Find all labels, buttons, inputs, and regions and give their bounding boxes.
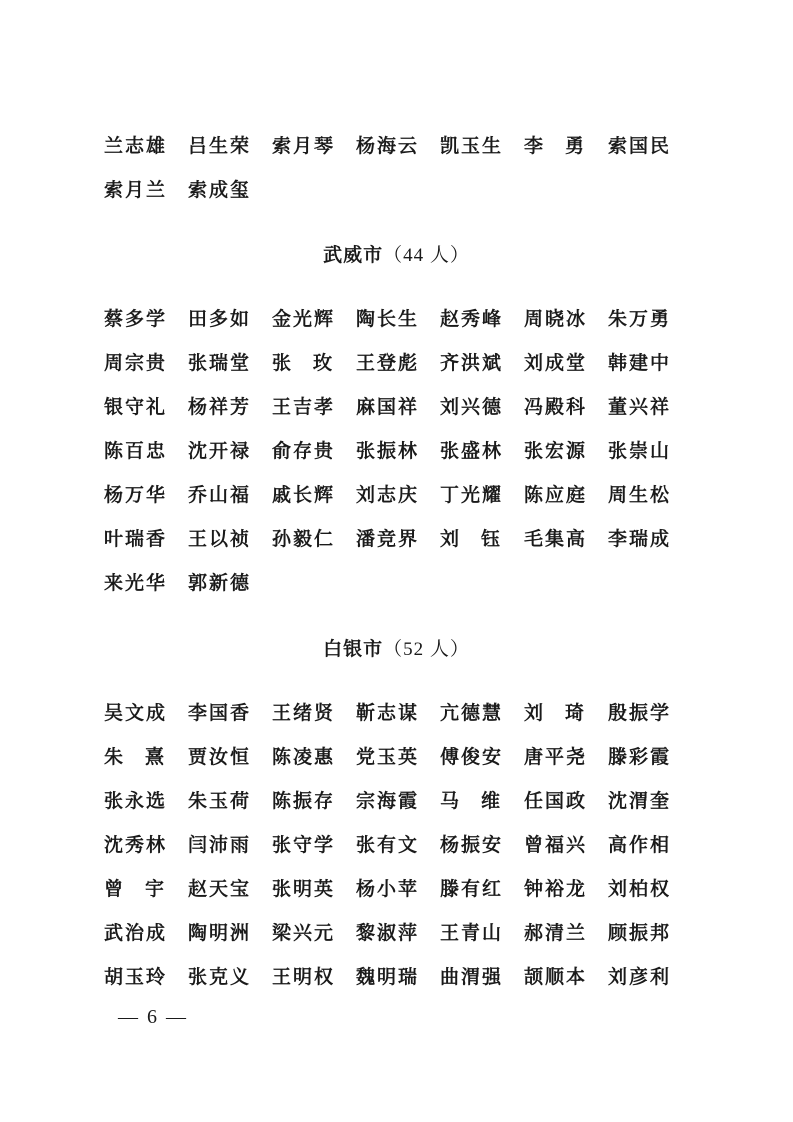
person-count: （44 人） [383, 245, 470, 266]
person-name: 毛集高 [524, 528, 588, 550]
person-name: 黎淑萍 [356, 922, 420, 944]
person-name: 凯玉生 [440, 135, 504, 157]
person-name: 刘兴德 [440, 396, 504, 418]
person-name: 郝清兰 [524, 922, 588, 944]
person-name: 杨振安 [440, 834, 504, 856]
person-name: 赵天宝 [188, 878, 252, 900]
person-name: 冯殿科 [524, 396, 588, 418]
person-name: 沈秀林 [104, 834, 168, 856]
person-name: 沈渭奎 [608, 790, 672, 812]
person-name: 张守学 [272, 834, 336, 856]
person-name: 刘成堂 [524, 352, 588, 374]
person-name: 刘志庆 [356, 484, 420, 506]
person-name: 杨海云 [356, 135, 420, 157]
person-name: 陶长生 [356, 308, 420, 330]
person-name: 魏明瑞 [356, 966, 420, 988]
person-name: 陈应庭 [524, 484, 588, 506]
person-name: 陶明洲 [188, 922, 252, 944]
person-name: 孙毅仁 [272, 528, 336, 550]
person-name: 叶瑞香 [104, 528, 168, 550]
person-name: 张瑞堂 [188, 352, 252, 374]
person-name: 田多如 [188, 308, 252, 330]
person-name: 党玉英 [356, 746, 420, 768]
person-name: 宗海霞 [356, 790, 420, 812]
person-name: 曲渭强 [440, 966, 504, 988]
person-name: 俞存贵 [272, 440, 336, 462]
person-name: 王明权 [272, 966, 336, 988]
person-name: 曾福兴 [524, 834, 588, 856]
person-name: 张宏源 [524, 440, 588, 462]
person-name: 沈开禄 [188, 440, 252, 462]
person-name: 闫沛雨 [188, 834, 252, 856]
person-count: （52 人） [383, 639, 470, 660]
person-name: 银守礼 [104, 396, 168, 418]
person-name: 钟裕龙 [524, 878, 588, 900]
person-name: 齐洪斌 [440, 352, 504, 374]
person-name: 傅俊安 [440, 746, 504, 768]
person-name: 王以祯 [188, 528, 252, 550]
person-name: 陈凌惠 [272, 746, 336, 768]
person-name: 张 玫 [272, 352, 334, 374]
person-name: 张崇山 [608, 440, 672, 462]
person-name: 李 勇 [524, 135, 586, 157]
person-name: 索月兰 [104, 179, 168, 201]
person-name: 杨祥芳 [188, 396, 252, 418]
person-name: 唐平尧 [524, 746, 588, 768]
person-name: 任国政 [524, 790, 588, 812]
person-name: 朱 熹 [104, 746, 166, 768]
person-name: 丁光耀 [440, 484, 504, 506]
person-name: 李国香 [188, 702, 252, 724]
person-name: 王吉孝 [272, 396, 336, 418]
person-name: 贾汝恒 [188, 746, 252, 768]
person-name: 张永选 [104, 790, 168, 812]
person-name: 亢德慧 [440, 702, 504, 724]
person-name: 胡玉玲 [104, 966, 168, 988]
person-name: 吕生荣 [188, 135, 252, 157]
person-name: 韩建中 [608, 352, 672, 374]
person-name: 武治成 [104, 922, 168, 944]
person-name: 刘柏权 [608, 878, 672, 900]
person-name: 顾振邦 [608, 922, 672, 944]
name-list-baiyin [104, 691, 704, 999]
person-name: 殷振学 [608, 702, 672, 724]
person-name: 朱万勇 [608, 308, 672, 330]
person-name: 王青山 [440, 922, 504, 944]
person-name: 马 维 [440, 790, 502, 812]
person-name: 滕有红 [440, 878, 504, 900]
section-heading-wuwei [0, 240, 793, 271]
person-name: 来光华 [104, 572, 168, 594]
person-name: 董兴祥 [608, 396, 672, 418]
page-number: — 6 — [118, 1006, 188, 1028]
person-name: 颉顺本 [524, 966, 588, 988]
person-name: 索国民 [608, 135, 672, 157]
person-name: 陈振存 [272, 790, 336, 812]
city-name: 白银市 [323, 638, 384, 660]
person-name: 郭新德 [188, 572, 252, 594]
person-name: 杨小苹 [356, 878, 420, 900]
person-name: 刘 琦 [524, 702, 586, 724]
person-name: 王绪贤 [272, 702, 336, 724]
person-name: 刘彦利 [608, 966, 672, 988]
person-name: 刘 钰 [440, 528, 502, 550]
person-name: 兰志雄 [104, 135, 168, 157]
name-list-wuwei [104, 297, 704, 605]
person-name: 麻国祥 [356, 396, 420, 418]
person-name: 周宗贵 [104, 352, 168, 374]
person-name: 张有文 [356, 834, 420, 856]
person-name: 朱玉荷 [188, 790, 252, 812]
person-name: 杨万华 [104, 484, 168, 506]
person-name: 周生松 [608, 484, 672, 506]
person-name: 陈百忠 [104, 440, 168, 462]
person-name: 周晓冰 [524, 308, 588, 330]
person-name: 李瑞成 [608, 528, 672, 550]
person-name: 张克义 [188, 966, 252, 988]
person-name: 索月琴 [272, 135, 336, 157]
person-name: 靳志谋 [356, 702, 420, 724]
person-name: 王登彪 [356, 352, 420, 374]
person-name: 高作相 [608, 834, 672, 856]
person-name: 曾 宇 [104, 878, 166, 900]
person-name: 张明英 [272, 878, 336, 900]
person-name: 索成玺 [188, 179, 252, 201]
section-heading-baiyin [0, 634, 793, 665]
person-name: 吴文成 [104, 702, 168, 724]
person-name: 乔山福 [188, 484, 252, 506]
person-name: 张振林 [356, 440, 420, 462]
person-name: 潘竞界 [356, 528, 420, 550]
person-name: 金光辉 [272, 308, 336, 330]
person-name: 蔡多学 [104, 308, 168, 330]
name-list-continued [104, 124, 704, 212]
person-name: 梁兴元 [272, 922, 336, 944]
person-name: 赵秀峰 [440, 308, 504, 330]
city-name: 武威市 [323, 244, 384, 266]
person-name: 戚长辉 [272, 484, 336, 506]
person-name: 滕彩霞 [608, 746, 672, 768]
person-name: 张盛林 [440, 440, 504, 462]
